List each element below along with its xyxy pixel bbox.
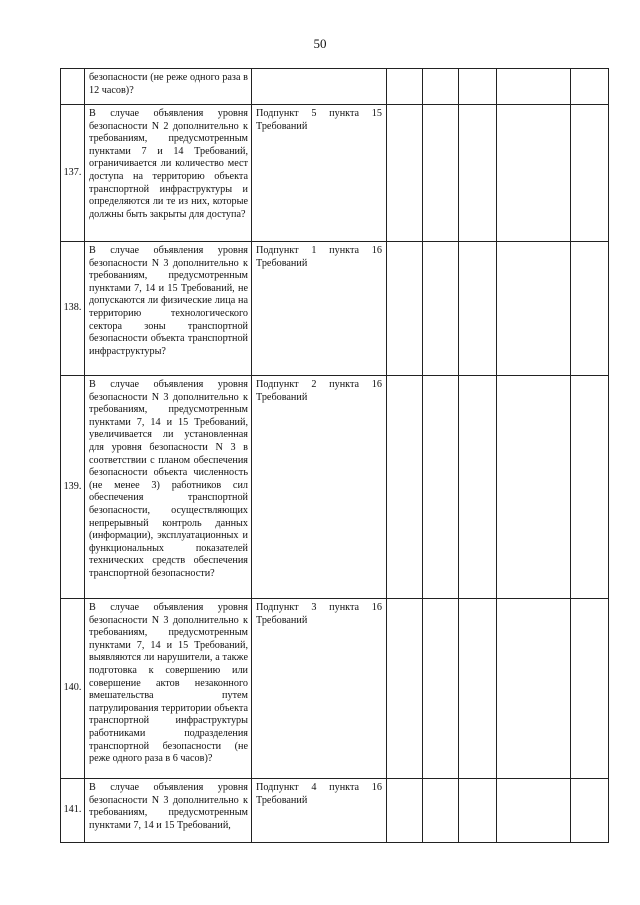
reference-text: Подпункт 4 пункта 16 Требований xyxy=(252,779,387,843)
reference-text: Подпункт 3 пункта 16 Требований xyxy=(252,599,387,779)
blank-cell xyxy=(459,599,497,779)
reference-text: Подпункт 1 пункта 16 Требований xyxy=(252,242,387,376)
table-row xyxy=(61,779,609,843)
blank-cell xyxy=(571,376,609,599)
table-row xyxy=(61,105,609,242)
row-number xyxy=(61,69,85,105)
table-row xyxy=(61,242,609,376)
blank-cell xyxy=(571,599,609,779)
blank-cell xyxy=(571,242,609,376)
blank-cell xyxy=(423,105,459,242)
blank-cell xyxy=(497,779,571,843)
blank-cell xyxy=(571,105,609,242)
blank-cell xyxy=(387,69,423,105)
row-number: 138. xyxy=(61,242,85,376)
blank-cell xyxy=(459,105,497,242)
blank-cell xyxy=(571,69,609,105)
blank-cell xyxy=(387,242,423,376)
blank-cell xyxy=(497,69,571,105)
question-text: В случае объявления уровня безопасности N 3 дополнительно к требованиям, предусмотренным пунктами 7, 14 и 15 Требований, увеличивается ли установленная для уровня безопасности N 3 в соответствии с планом обеспечения безопасности объекта численность (не менее 3) работников сил обеспечения транспортной безопасности, осуществляющих непрерывный контроль данных (информации), эксплуатационных и функциональных показателей технических средств обеспечения транспортной безопасности? xyxy=(85,376,252,599)
blank-cell xyxy=(423,779,459,843)
blank-cell xyxy=(497,599,571,779)
checklist-table xyxy=(60,68,609,843)
reference-text: Подпункт 2 пункта 16 Требований xyxy=(252,376,387,599)
table-row xyxy=(61,69,609,105)
row-number: 137. xyxy=(61,105,85,242)
row-number: 141. xyxy=(61,779,85,843)
reference-text: Подпункт 5 пункта 15 Требований xyxy=(252,105,387,242)
question-text: В случае объявления уровня безопасности N 3 дополнительно к требованиям, предусмотренным пунктами 7, 14 и 15 Требований, xyxy=(85,779,252,843)
blank-cell xyxy=(571,779,609,843)
blank-cell xyxy=(423,599,459,779)
page-number: 50 xyxy=(313,36,327,51)
question-text: В случае объявления уровня безопасности N 2 дополнительно к требованиям, предусмотренным пунктами 7 и 14 Требований, ограничивается ли количество мест доступа на территорию объекта транспортной инфраструктуры и определяются ли те из них, которые должны быть закрыты для доступа? xyxy=(85,105,252,242)
blank-cell xyxy=(423,69,459,105)
blank-cell xyxy=(387,376,423,599)
table-row xyxy=(61,599,609,779)
question-text: В случае объявления уровня безопасности N 3 дополнительно к требованиям, предусмотренным пунктами 7, 14 и 15 Требований, выявляются ли нарушители, а также подготовка к совершению или совершение актов незаконного вмешательства путем патрулирования территории объекта транспортной инфраструктуры работниками подразделения транспортной безопасности (не реже одного раза в 6 часов)? xyxy=(85,599,252,779)
blank-cell xyxy=(497,105,571,242)
reference-text xyxy=(252,69,387,105)
question-text: В случае объявления уровня безопасности N 3 дополнительно к требованиям, предусмотренным пунктами 7, 14 и 15 Требований, не допускаются ли физические лица на территорию технологического сектора зоны транспортной безопасности объекта транспортной инфраструктуры? xyxy=(85,242,252,376)
blank-cell xyxy=(423,376,459,599)
blank-cell xyxy=(459,376,497,599)
blank-cell xyxy=(497,376,571,599)
blank-cell xyxy=(459,242,497,376)
blank-cell xyxy=(459,779,497,843)
blank-cell xyxy=(423,242,459,376)
row-number: 140. xyxy=(61,599,85,779)
blank-cell xyxy=(387,105,423,242)
blank-cell xyxy=(387,779,423,843)
row-number: 139. xyxy=(61,376,85,599)
question-text: безопасности (не реже одного раза в 12 часов)? xyxy=(85,69,252,105)
table-row xyxy=(61,376,609,599)
blank-cell xyxy=(387,599,423,779)
blank-cell xyxy=(459,69,497,105)
blank-cell xyxy=(497,242,571,376)
